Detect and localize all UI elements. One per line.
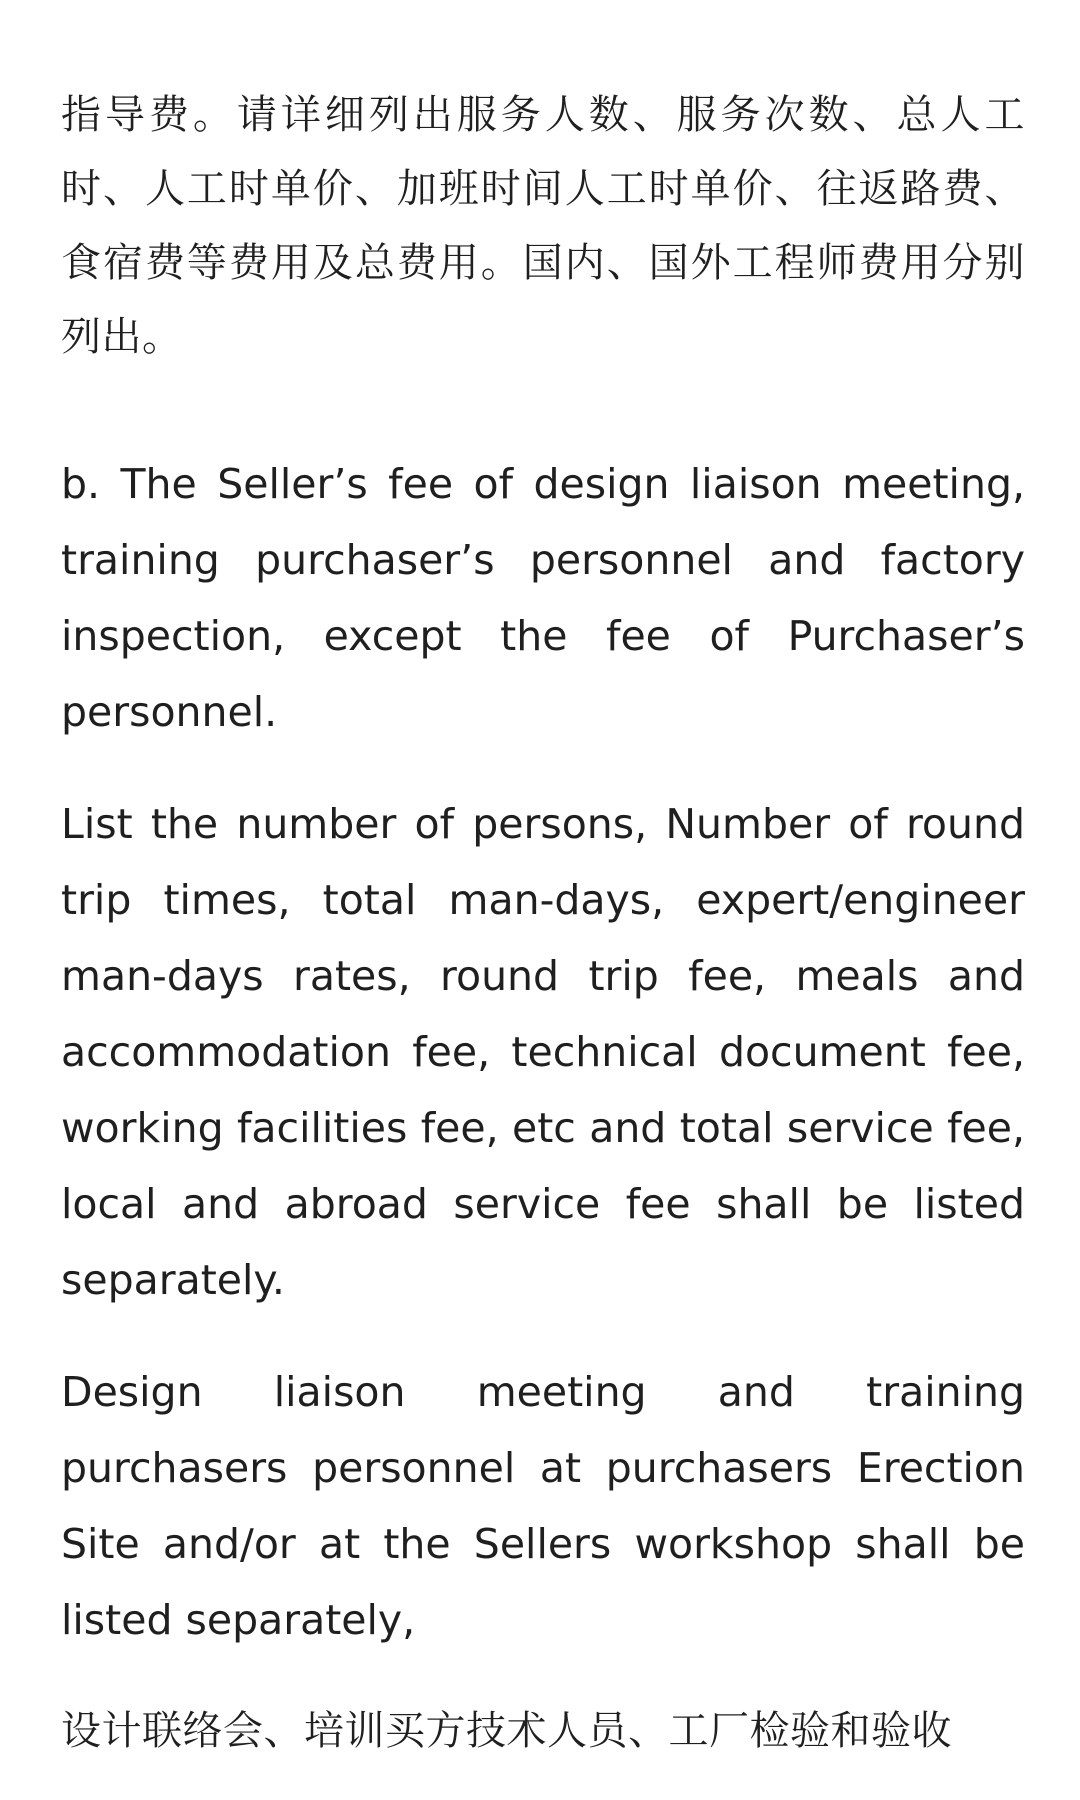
paragraph-design-liaison: Design liaison meeting and training purchasers personnel at purchasers Erection Site and/or at the Sellers workshop shall be listed separately, (61, 1368, 1025, 1644)
paragraph-list-items: List the number of persons, Number of round trip times, total man-days, expert/engineer man-days rates, round trip fee, meals and accommodation fee, technical document fee, working facilities fee, etc and total service fee, local and abroad service fee shall be listed separately. (61, 800, 1025, 1304)
paragraph-design-liaison-zh: 设计联络会、培训买方技术人员、工厂检验和验收 (61, 1708, 952, 1754)
document-body (61, 0, 1025, 1768)
paragraph-seller-fee-b: b. The Seller’s fee of design liaison meeting, training purchaser’s personnel and factory inspection, except the fee of Purchaser’s personnel. (61, 460, 1025, 736)
paragraph-guidance-fee-zh: 指导费。请详细列出服务人数、服务次数、总人工时、人工时单价、加班时间人工时单价、往返路费、食宿费等费用及总费用。国内、国外工程师费用分别列出。 (61, 92, 1025, 360)
